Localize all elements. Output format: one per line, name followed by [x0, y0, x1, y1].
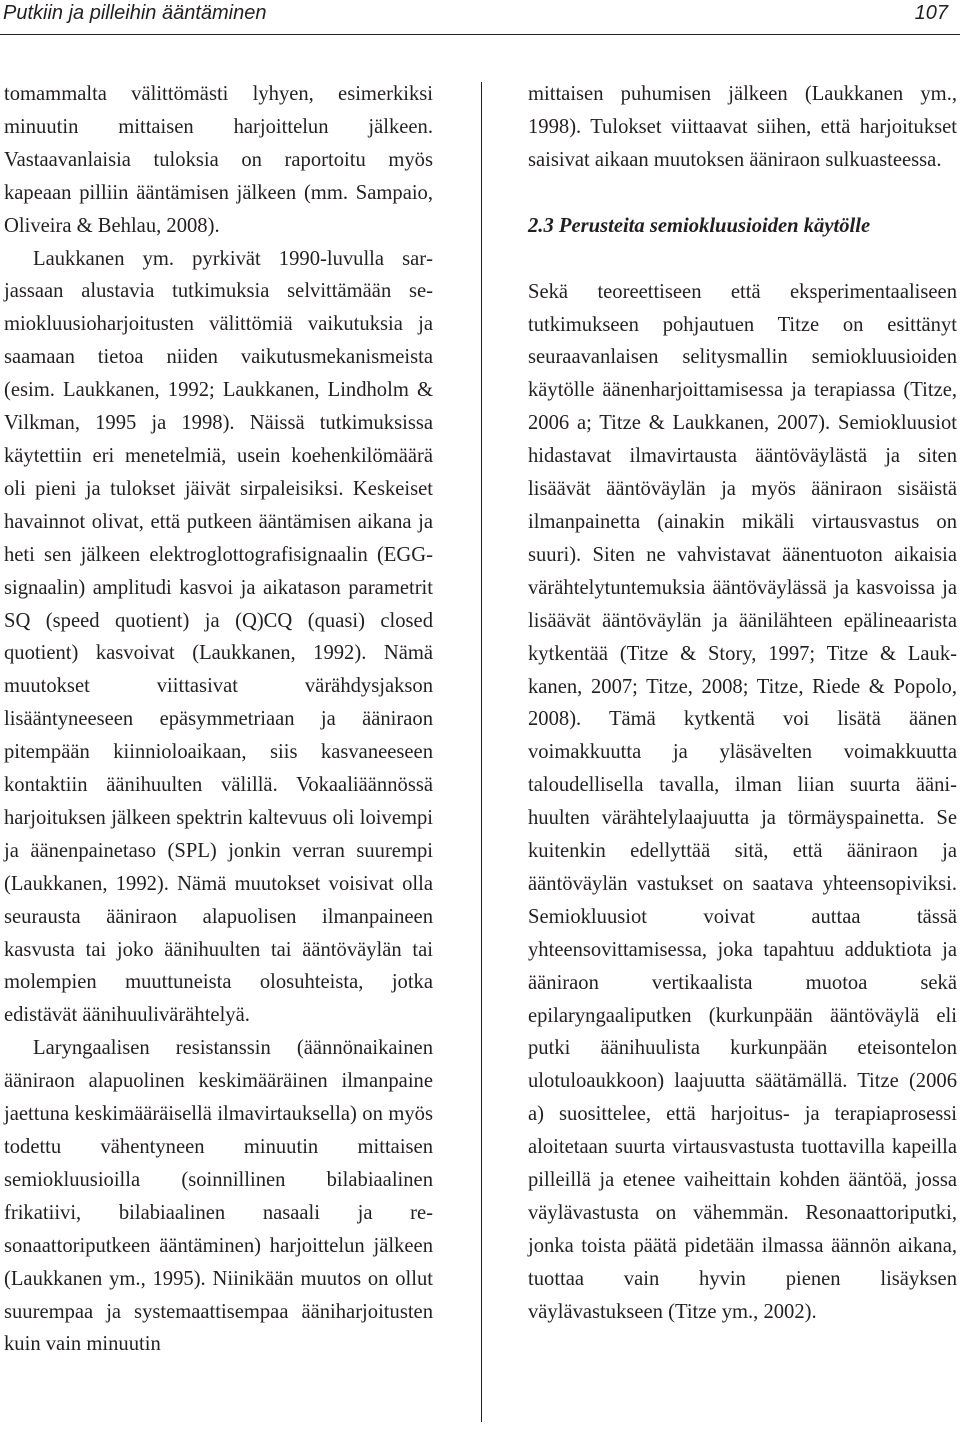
left-column — [4, 78, 433, 1361]
section-heading: 2.3 Perusteita semiokluusioiden käytölle — [528, 214, 871, 237]
column-divider — [481, 82, 482, 1422]
running-header — [0, 0, 960, 28]
paragraph: mittaisen puhumisen jälkeen (Laukkanen ym., 1998). Tulokset viittaavat siihen, että harjoitukset saisivat aikaan muutoksen ääniraon sulkuasteessa. — [528, 83, 957, 171]
paragraph: Laukkanen ym. pyrkivät 1990-luvulla sarjassaan alustavia tutkimuksia selvittämään semiokluusioharjoitusten välittömiä vaikutuksia ja saamaan tietoa niiden vaikutusmekanismeista (esim. Laukkanen, 1992; Laukkanen, Lindholm & Vilkman, 1995 ja 1998). Näissä tutkimuksissa käytettiin eri menetelmiä, usein koehenkilömäärä oli pieni ja tulokset jäivät sirpaleisiksi. Keskeiset havainnot olivat, että putkeen ääntämisen aikana ja heti sen jälkeen elektroglottografisignaalin (EGG-signaalin) amplitudi kasvoi ja aikatason parametrit SQ (speed quotient) ja (Q)CQ (quasi) closed quotient) kasvoivat (Laukkanen, 1992). Nämä muutokset viittasivat värähdysjakson lisääntyneeseen epäsymmetriaan ja ääniraon pitempään kiinnioloaikaan, siis kasvaneeseen kontaktiin äänihuulten välillä. Vokaaliäännössä harjoituksen jälkeen spektrin kaltevuus oli loivempi ja äänenpainetaso (SPL) jonkin verran suurempi (Laukkanen, 1992). Nämä muutokset voisivat olla seurausta ääniraon alapuolisen ilmanpaineen kasvusta tai joko äänihuulten tai ääntöväylän tai molempien muuttuneista olosuhteista, jotka edistävät äänihuulivärähtelyä. — [4, 247, 433, 1027]
page-number: 107 — [914, 2, 948, 24]
running-title: Putkiin ja pilleihin ääntäminen — [3, 2, 267, 24]
paragraph: Laryngaalisen resistanssin (äännönaikainen ääniraon alapuolinen keskimääräinen ilmanpaine jaettuna keskimääräisellä ilmavirtauksella) on myös todettu vähentyneen minuutin mittaisen semiokluusioilla (soinnillinen bilabiaalinen frikatiivi, bilabiaalinen nasaali ja resonaattoriputkeen ääntäminen) harjoittelun jälkeen (Laukkanen ym., 1995). Niinikään muutos on ollut suurempaa ja systemaattisempaa ääniharjoitusten kuin vain minuutin — [4, 1037, 433, 1356]
paragraph: tomammalta välittömästi lyhyen, esimerkiksi minuutin mittaisen harjoittelun jälkeen. Vastaavanlaisia tuloksia on raportoitu myös kapeaan pilliin ääntämisen jälkeen (mm. Sampaio, Oliveira & Behlau, 2008). — [4, 83, 433, 237]
paragraph: Sekä teoreettiseen että eksperimentaaliseen tutkimukseen pohjautuen Titze on esittänyt seuraavanlaisen selitysmallin semiokluusioiden käytölle äänenharjoittamisessa ja terapiassa (Titze, 2006 a; Titze & Laukkanen, 2007). Semiokluusiot hidastavat ilmavirtausta ääntöväylästä ja siten lisäävät ääntöväylän ja myös ääniraon sisäistä ilmanpainetta (ainakin mikäli virtausvastus on suuri). Siten ne vahvistavat äänentuoton aikaisia värähtelytuntemuksia ääntöväylässä ja kasvoissa ja lisäävät ääntöväylän ja äänilähteen epälineaarista kytkentää (Titze & Story, 1997; Titze & Laukkanen, 2007; Titze, 2008; Titze, Riede & Popolo, 2008). Tämä kytkentä voi lisätä äänen voimakkuutta ja yläsävelten voimakkuutta taloudellisella tavalla, ilman liian suurta äänihuulten värähtelylaajuutta ja törmäyspainetta. Se kuitenkin edellyttää sitä, että ääniraon ja ääntöväylän vastukset on saatava yhteensopiviksi. Semiokluusiot voivat auttaa tässä yhteensovittamisessa, joka tapahtuu adduktiota ja ääniraon vertikaalista muotoa sekä epilaryngaaliputken (kurkunpään ääntöväylä eli putki äänihuulista kurkunpään eteisontelon ulotuloaukkoon) laajuutta säätämällä. Titze (2006 a) suosittelee, että harjoitus- ja terapiaprosessi aloitetaan suurta virtausvastusta tuottavilla kapeilla pilleillä ja etenee vaiheittain kohden ääntöä, jossa väylävastusta on vähemmän. Resonaattoriputki, jonka toista päätä pidetään ilmassa äännön aikana, tuottaa vain hyvin pienen lisäyksen väylävastukseen (Titze ym., 2002). — [528, 280, 957, 1323]
header-rule — [0, 34, 960, 35]
right-column — [528, 78, 957, 1329]
